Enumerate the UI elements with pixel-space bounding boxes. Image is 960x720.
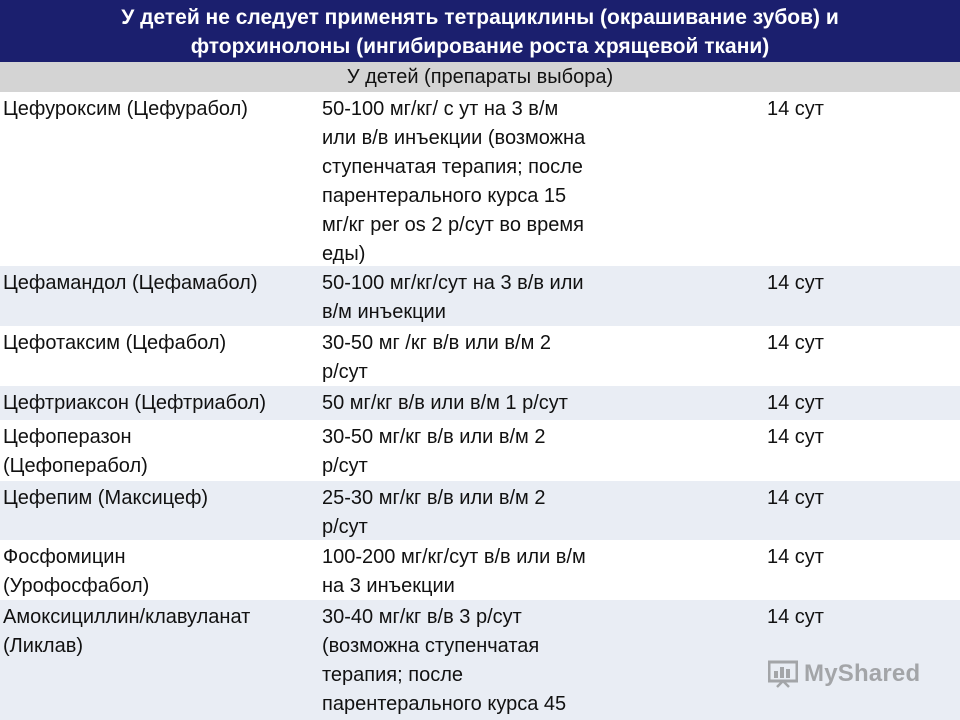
dosage-cell bbox=[322, 95, 652, 269]
dosage-cell-line: ступенчатая терапия; после bbox=[322, 156, 583, 178]
drug-name-cell-line: Цефепим (Максицеф) bbox=[3, 487, 209, 509]
drug-name-cell bbox=[3, 423, 321, 481]
dosage-cell-line: 30-50 мг /кг в/в или в/м 2 bbox=[322, 332, 552, 354]
dosage-cell-line: р/сут bbox=[322, 361, 368, 383]
duration-cell: 14 сут bbox=[767, 272, 824, 294]
dosage-cell-line: мг/кг per os 2 р/сут во время bbox=[322, 214, 584, 236]
table-row bbox=[0, 326, 960, 386]
drug-name-cell bbox=[3, 329, 321, 358]
dosage-cell bbox=[322, 603, 652, 719]
dosage-cell-line: парентерального курса 45 bbox=[322, 693, 567, 715]
presentation-icon bbox=[768, 660, 798, 688]
dosage-cell-line: 25-30 мг/кг в/в или в/м 2 bbox=[322, 487, 546, 509]
drug-name-cell-line: Амоксициллин/клавуланат bbox=[3, 606, 251, 628]
dosage-cell-line: (возможна ступенчатая bbox=[322, 635, 540, 657]
dosage-cell-line: на 3 инъекции bbox=[322, 575, 455, 597]
dosage-cell bbox=[322, 269, 652, 327]
drug-name-cell-line: Цефоперазон bbox=[3, 426, 132, 448]
table-row bbox=[0, 386, 960, 420]
dosage-cell-line: 30-50 мг/кг в/в или в/м 2 bbox=[322, 426, 546, 448]
drug-name-cell-line: Цефтриаксон (Цефтриабол) bbox=[3, 392, 267, 414]
slide-title bbox=[0, 0, 960, 62]
dosage-cell-line: еды) bbox=[322, 243, 366, 265]
duration-cell: 14 сут bbox=[767, 332, 824, 354]
duration-cell: 14 сут bbox=[767, 606, 824, 628]
dosage-cell bbox=[322, 543, 652, 601]
drug-name-cell-line: Цефамандол (Цефамабол) bbox=[3, 272, 258, 294]
drug-name-cell bbox=[3, 543, 321, 601]
watermark-logo bbox=[768, 658, 920, 690]
dosage-cell bbox=[322, 389, 652, 418]
dosage-cell-line: 30-40 мг/кг в/в 3 р/сут bbox=[322, 606, 522, 628]
slide-title-line-2: фторхинолоны (ингибирование роста хрящевой ткани) bbox=[190, 35, 770, 58]
table-row bbox=[0, 481, 960, 540]
slide-title-line-1: У детей не следует применять тетрациклины (окрашивание зубов) и bbox=[121, 6, 839, 29]
drug-name-cell-line: (Ликлав) bbox=[3, 635, 84, 657]
drug-name-cell bbox=[3, 484, 321, 513]
duration-cell: 14 сут bbox=[767, 392, 824, 414]
table-row bbox=[0, 420, 960, 481]
dosage-cell-line: терапия; после bbox=[322, 664, 463, 686]
drug-name-cell bbox=[3, 389, 321, 418]
dosage-cell-line: парентерального курса 15 bbox=[322, 185, 567, 207]
dosage-cell bbox=[322, 484, 652, 542]
duration-cell: 14 сут bbox=[767, 426, 824, 448]
duration-cell: 14 сут bbox=[767, 98, 824, 120]
dosage-cell-line: или в/в инъекции (возможна bbox=[322, 127, 586, 149]
drug-name-cell bbox=[3, 269, 321, 298]
drug-name-cell-line: Цефотаксим (Цефабол) bbox=[3, 332, 227, 354]
duration-cell: 14 сут bbox=[767, 546, 824, 568]
drug-name-cell-line: Цефуроксим (Цефурабол) bbox=[3, 98, 248, 120]
drug-name-cell-line: (Цефоперабол) bbox=[3, 455, 148, 477]
duration-cell: 14 сут bbox=[767, 487, 824, 509]
dosage-cell bbox=[322, 329, 652, 387]
dosage-cell-line: р/сут bbox=[322, 455, 368, 477]
drug-name-cell bbox=[3, 603, 321, 661]
table-row bbox=[0, 540, 960, 600]
dosage-cell bbox=[322, 423, 652, 481]
dosage-cell-line: 50 мг/кг в/в или в/м 1 р/сут bbox=[322, 392, 568, 414]
drug-name-cell-line: Фосфомицин bbox=[3, 546, 126, 568]
dosage-cell-line: 100-200 мг/кг/сут в/в или в/м bbox=[322, 546, 586, 568]
dosage-cell-line: р/сут bbox=[322, 516, 368, 538]
table-row bbox=[0, 92, 960, 266]
dosage-cell-line: 50-100 мг/кг/сут на 3 в/в или bbox=[322, 272, 584, 294]
dosage-cell-line: в/м инъекции bbox=[322, 301, 446, 323]
table-subheader: У детей (препараты выбора) bbox=[0, 62, 960, 92]
table-row bbox=[0, 266, 960, 326]
drug-name-cell-line: (Урофосфабол) bbox=[3, 575, 150, 597]
watermark-text: MyShared bbox=[804, 660, 921, 687]
drug-name-cell bbox=[3, 95, 321, 124]
dosage-cell-line: 50-100 мг/кг/ с ут на 3 в/м bbox=[322, 98, 559, 120]
